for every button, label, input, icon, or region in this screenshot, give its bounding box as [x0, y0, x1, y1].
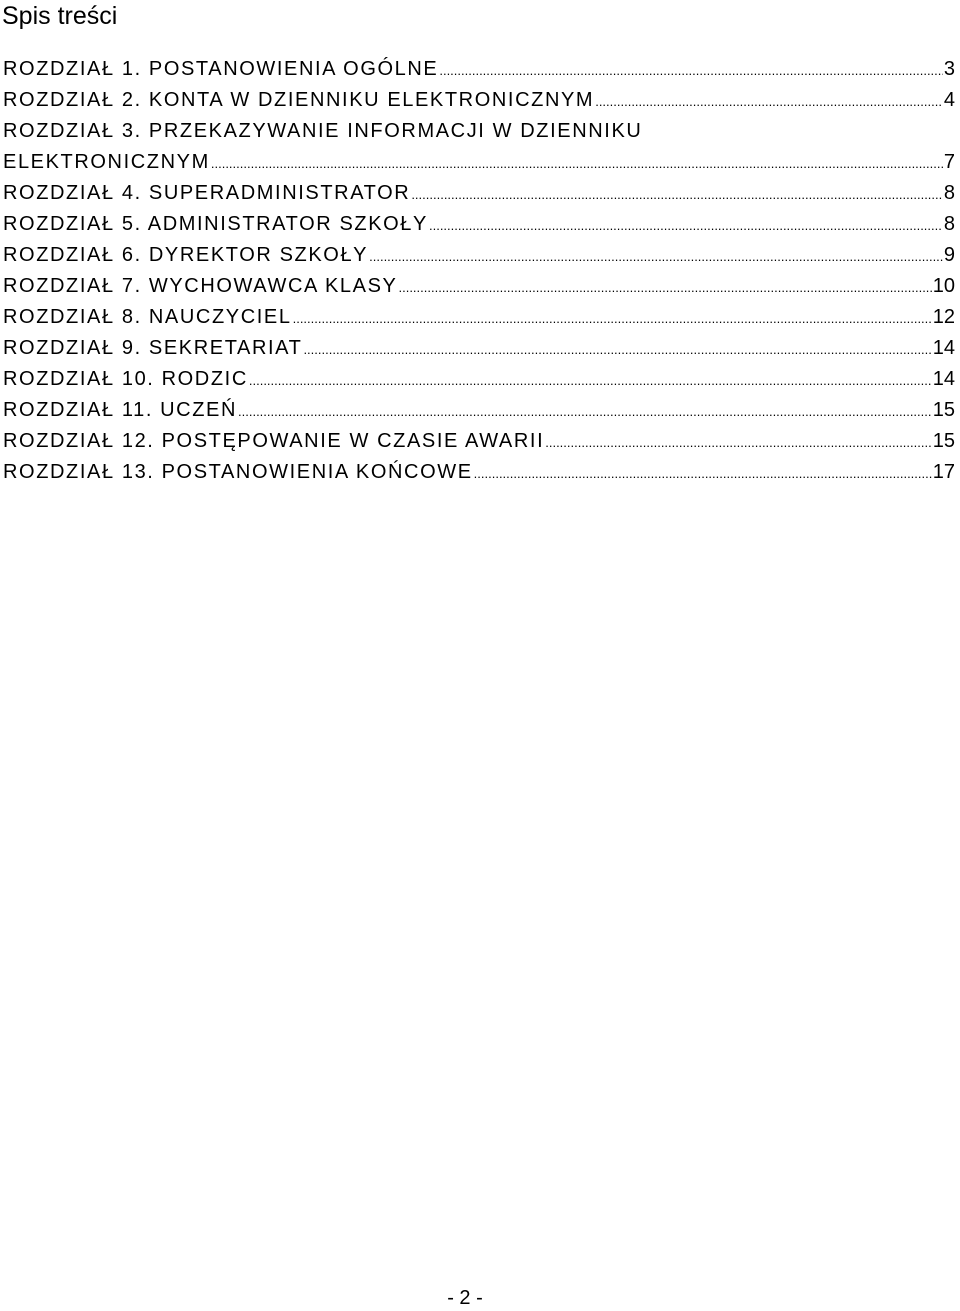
toc-entry-title: ROZDZIAŁ 9. SEKRETARIAT [3, 337, 303, 359]
toc-entry-title-continued: ELEKTRONICZNYM [3, 151, 210, 173]
toc-entry-title: ROZDZIAŁ 6. DYREKTOR SZKOŁY [3, 244, 369, 266]
toc-entry-title: ROZDZIAŁ 10. RODZIC [3, 368, 248, 390]
toc-entry-page: 4 [943, 89, 955, 111]
toc-entry-title: ROZDZIAŁ 7. WYCHOWAWCA KLASY [3, 275, 398, 297]
toc-entry-page: 12 [932, 306, 955, 328]
dot-leader [595, 94, 943, 109]
dot-leader [411, 187, 943, 202]
toc-entry-10[interactable] [3, 368, 955, 399]
toc-entry-2[interactable] [3, 89, 955, 120]
dot-leader [303, 342, 931, 357]
toc-entry-page: 8 [943, 213, 955, 235]
toc-entry-7[interactable] [3, 275, 955, 306]
toc-entry-12[interactable] [3, 430, 955, 461]
toc-entry-1[interactable] [3, 58, 955, 89]
toc-entry-title: ROZDZIAŁ 2. KONTA W DZIENNIKU ELEKTRONICZNYM [3, 89, 595, 111]
dot-leader [238, 404, 932, 419]
dot-leader [369, 249, 943, 264]
dot-leader [439, 63, 943, 78]
dot-leader [293, 311, 932, 326]
toc-entry-page: 14 [932, 337, 955, 359]
toc-entry-13[interactable] [3, 461, 955, 492]
toc-entry-page: 3 [943, 58, 955, 80]
toc-entry-page: 17 [932, 461, 955, 483]
toc-entry-title: ROZDZIAŁ 5. ADMINISTRATOR SZKOŁY [3, 213, 428, 235]
toc-entry-title: ROZDZIAŁ 8. NAUCZYCIEL [3, 306, 292, 328]
toc-entry-page: 8 [943, 182, 955, 204]
toc-entry-page: 10 [932, 275, 955, 297]
toc-entry-page: 7 [943, 151, 955, 173]
toc-entry-title: ROZDZIAŁ 1. POSTANOWIENIA OGÓLNE [3, 58, 439, 80]
toc-entry-3[interactable] [3, 120, 955, 182]
toc-entry-9[interactable] [3, 337, 955, 368]
dot-leader [398, 280, 931, 295]
toc-entry-5[interactable] [3, 213, 955, 244]
toc-entry-title: ROZDZIAŁ 11. UCZEŃ [3, 399, 238, 421]
toc-entry-title: ROZDZIAŁ 3. PRZEKAZYWANIE INFORMACJI W DZIENNIKU [3, 120, 643, 142]
toc-entry-8[interactable] [3, 306, 955, 337]
page-number: - 2 - [447, 1287, 483, 1309]
dot-leader [545, 435, 932, 450]
dot-leader [211, 156, 943, 171]
toc-entry-page: 15 [932, 399, 955, 421]
toc-entry-page: 14 [932, 368, 955, 390]
toc-entry-6[interactable] [3, 244, 955, 275]
dot-leader [474, 466, 932, 481]
toc-entry-title: ROZDZIAŁ 12. POSTĘPOWANIE W CZASIE AWARII [3, 430, 545, 452]
toc-entry-11[interactable] [3, 399, 955, 430]
dot-leader [429, 218, 943, 233]
toc-entry-page: 15 [932, 430, 955, 452]
toc-entry-4[interactable] [3, 182, 955, 213]
toc-title: Spis treści [2, 2, 118, 30]
toc-entry-title: ROZDZIAŁ 13. POSTANOWIENIA KOŃCOWE [3, 461, 473, 483]
toc-entry-title: ROZDZIAŁ 4. SUPERADMINISTRATOR [3, 182, 411, 204]
table-of-contents [3, 58, 955, 492]
dot-leader [249, 373, 932, 388]
toc-entry-page: 9 [943, 244, 955, 266]
